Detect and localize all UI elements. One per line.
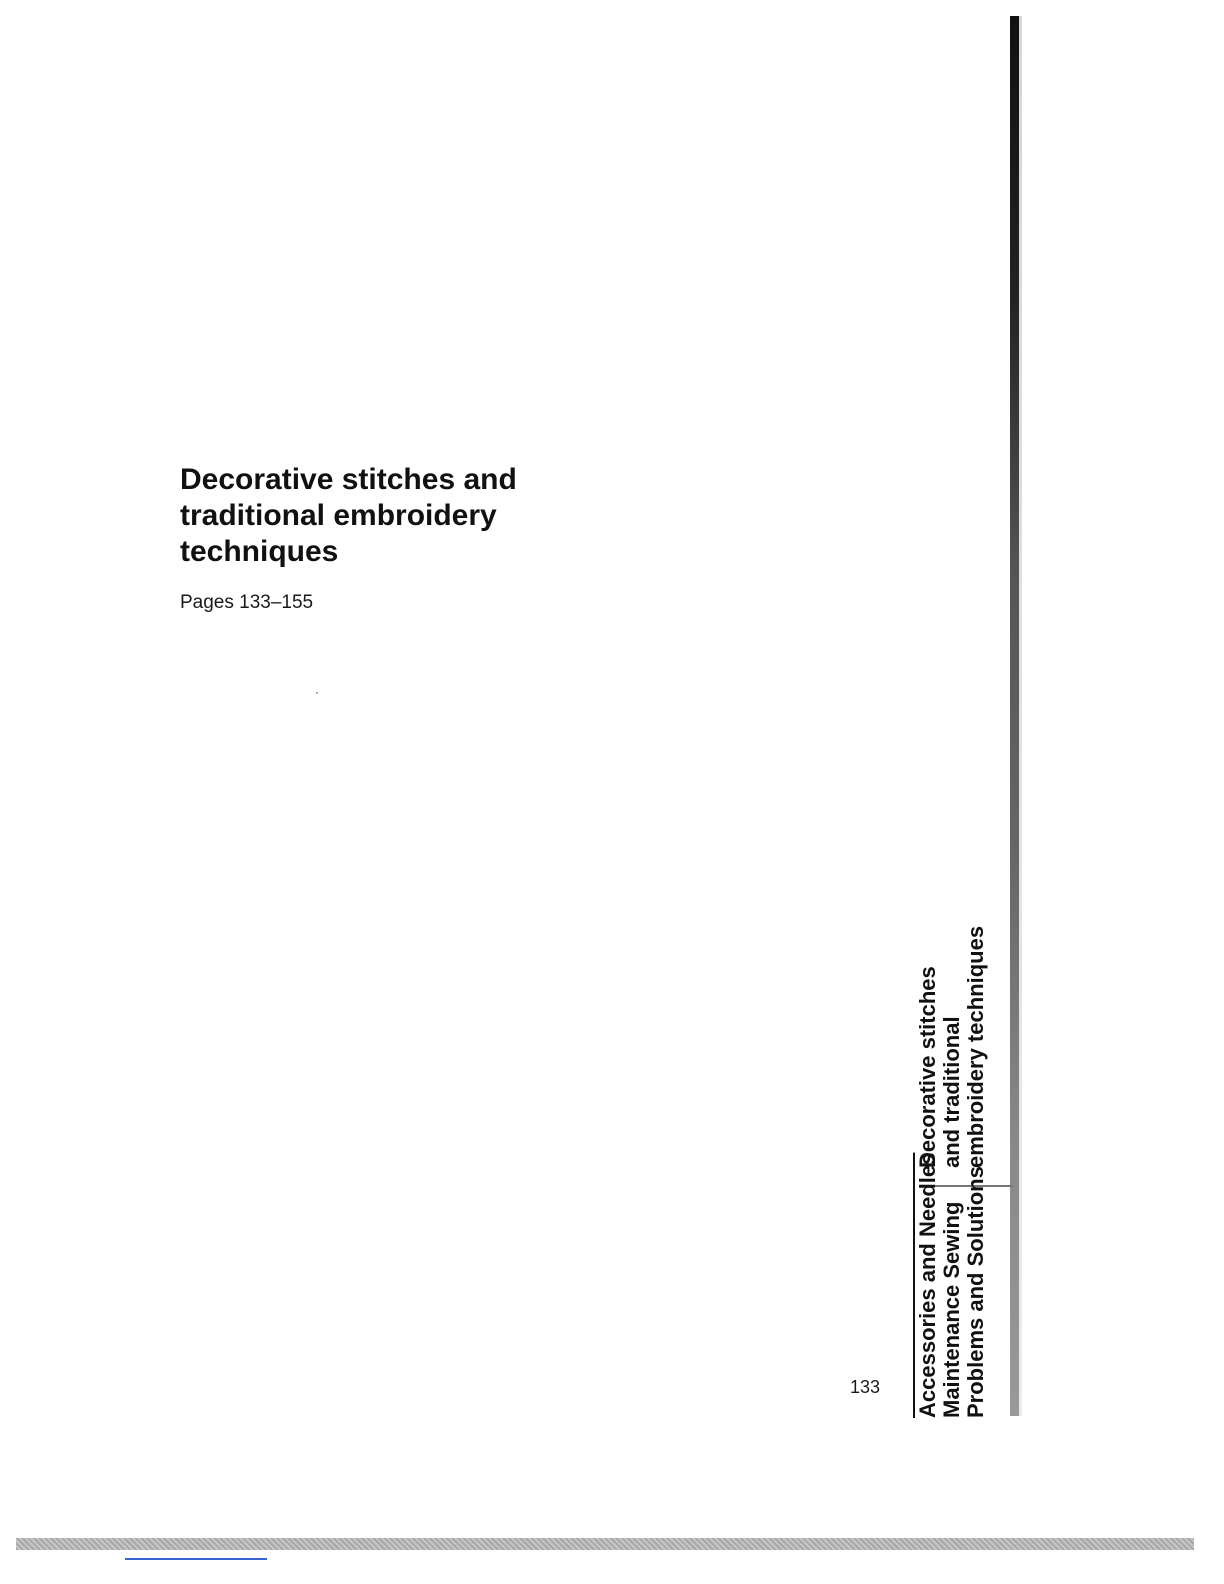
section-title-line-3: techniques	[180, 535, 339, 568]
thumb-index-tab-other	[916, 1153, 988, 1418]
thumb-index-tab-active	[916, 926, 988, 1168]
section-title-line-1: Decorative stitches and	[180, 463, 517, 496]
active-tab-line-3: embroidery techniques	[963, 925, 988, 1168]
other-tab-line-3: Problems and Solutions	[963, 1166, 988, 1418]
other-tab-line-2: Maintenance Sewing	[939, 1201, 964, 1418]
section-title	[180, 462, 600, 570]
thumb-index-edge-bar	[1010, 16, 1019, 1416]
section-title-line-2: traditional embroidery	[180, 499, 497, 532]
page-range: Pages 133–155	[180, 592, 314, 613]
active-tab-line-2: and traditional	[939, 1016, 964, 1168]
thumb-index-edge-shade	[1019, 16, 1022, 1416]
scan-speck	[316, 692, 318, 694]
link-underline	[125, 1558, 267, 1560]
page-number: 133	[850, 1377, 881, 1397]
active-tab-line-1: Decorative stitches	[915, 966, 940, 1168]
other-tab-line-1: Accessories and Needles	[915, 1152, 940, 1418]
scan-border-strip	[16, 1538, 1194, 1550]
